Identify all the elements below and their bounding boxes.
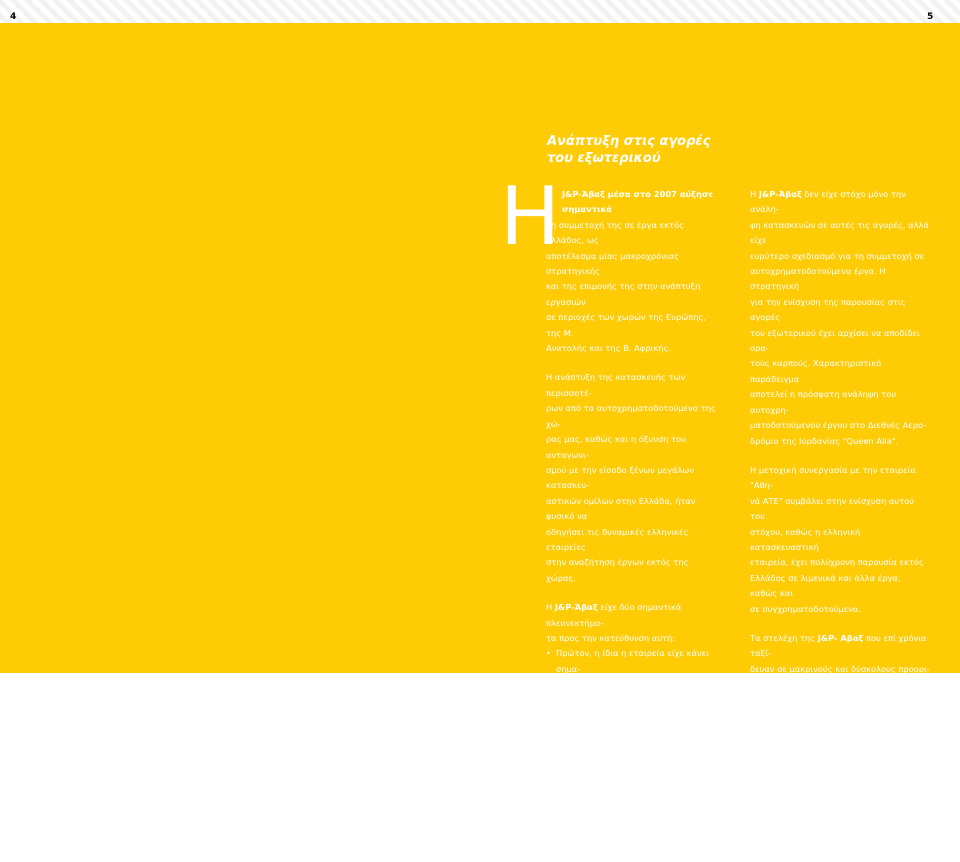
text-fragment: Τα στελέχη της <box>750 632 818 643</box>
text-line: ευρύτερο σχεδιασμό για τη συμμετοχή σε <box>750 250 925 261</box>
text-line: Ελλάδος σε λιμενικά και άλλα έργα, καθώς και <box>750 572 901 599</box>
text-line: ψη κατασκευών σε αυτές τις αγορές, αλλά είχε <box>750 219 929 246</box>
text-line: αποτέλεσμα μίας μακροχρόνιας στρατηγικής <box>546 250 680 277</box>
text-line: τα και φιλόδοξα κατασκευαστικά έργα, νοιώ- <box>750 785 915 812</box>
text-line: αποτελεί η πρόσφατη ανάληψη του αυτοχρη- <box>750 389 897 415</box>
text-line: σε συγχρηματοδοτούμενα. <box>750 603 862 614</box>
text-line: σμού με την είσοδο ξένων μεγάλων κατασκευ- <box>546 464 694 491</box>
company-name: J&P-Άβαξ μέσα στο 2007 αύξησε σημαντικά <box>562 189 714 215</box>
text-line: δευαν σε μακρινούς και δύσκολους προορι- <box>750 663 930 674</box>
company-name: J&P-Άβαξ <box>758 189 802 199</box>
paragraph-growth <box>546 370 721 586</box>
heading-line-1: Ανάπτυξη στις αγορές <box>547 134 711 149</box>
text-line: για την ενίσχυση της παρουσίας στις αγορές <box>750 296 906 323</box>
paragraph-staff <box>750 631 930 708</box>
heading-line-2: του εξωτερικού <box>547 151 661 166</box>
text-line: στην αναζήτηση έργων εκτός της χώρας. <box>546 557 689 583</box>
text-fragment: Η <box>546 602 555 613</box>
text-line: τούς καρπούς. Χαρακτηριστικό παράδειγμα <box>750 358 882 384</box>
text-line: σε περιοχές των χωρών της Ευρώπης, της Μ. <box>546 312 707 338</box>
text-column-left <box>546 187 721 862</box>
list-item: • Πρώτον, η ίδια η εταιρεία είχε κάνει σημα- ντική επένδυση πριν το 2000 για την ανά- ληψη έργων εκτός Ελλάδος <box>546 646 721 723</box>
text-line: ματοδοτούμενου έργου στο Διεθνές Αερο- <box>750 420 927 431</box>
text-line: νά ΑΤΕ" συμβάλει στην ενίσχυση αυτού του <box>750 495 914 522</box>
text-line: Ανατολής και της Β. Αφρικής. <box>546 343 671 354</box>
text-line: Η ανάπτυξη της κατασκευής των περισσοτέ- <box>546 372 686 398</box>
text-line: έχουν συμμετάσχει σε πολλά από τα πιο σύνθε- <box>750 754 917 781</box>
section-heading <box>547 133 747 167</box>
paragraph-advantages <box>546 600 721 862</box>
company-name: J&P- Αβαξ <box>817 632 864 643</box>
text-line: θουν ότι η ανάπτυξη συνεχίζεται προς όφελος <box>750 816 911 842</box>
company-name: J&P-Άβαξ <box>554 602 598 613</box>
text-fragment: που επί χρόνια ταξί- <box>750 632 927 659</box>
text-line: ρας μας, καθώς και η όξυνση του ανταγωνι- <box>546 434 686 460</box>
text-line: δρόμιο της Ιορδανίας "Queen Alia". <box>750 435 899 446</box>
text-line: Οι απλοί εργαζόμενοι του ομίλου μας, που <box>750 724 927 734</box>
paragraph-intro <box>546 187 721 356</box>
text-line: των ανθρώπων μας. <box>750 847 835 858</box>
text-line: στόχου, καθώς η ελληνική κατασκευαστική <box>750 526 861 552</box>
text-line: οδηγήσει τις δυναμικές ελληνικές εταιρείες <box>546 526 689 552</box>
text-line: του εξωτερικού έχει αρχίσει να αποδίδει ορα- <box>750 327 920 354</box>
text-line: σμούς βλέπουν ότι οι κόποι τους δικαιώνο- <box>750 679 930 690</box>
list-item: • Δεύτερον, η J&P Overseas, που σημαντικός μέτοχος, είχε αξιοσημείωτη δραστηριότητα σε αρκετές ενδιαφέρουσες κατασκευαστι- κές αγορές κυρίως στην περιοχή του Περ- σικού Κόλπου <box>546 723 721 862</box>
paragraph-strategy <box>750 187 930 449</box>
text-line: εταιρεία, έχει πολύχρονη παρουσία εκτός <box>750 557 924 568</box>
text-line: και της επιμονής της στην ανάπτυξη εργασιών <box>546 281 701 307</box>
text-line: έχουν επιδείξει υψηλό επαγγελματισμό και <box>750 739 928 750</box>
text-line: αυτοχρηματοδοτούμενα έργα. Η στρατηγική <box>750 266 886 292</box>
text-fragment: είχε δύο σημαντικά πλεονεκτήμα- <box>546 602 682 628</box>
text-line: τη συμμετοχή της σε έργα εκτός Ελλάδος, ως <box>546 219 684 246</box>
advantages-list <box>546 646 721 862</box>
text-fragment: δεν είχε στόχο μόνο την ανάλη- <box>750 189 906 215</box>
drop-cap: Η <box>500 170 561 263</box>
text-line: αστικών ομίλων στην Ελλάδα, ήταν φυσικό να <box>546 495 696 522</box>
text-fragment: Η <box>750 189 759 199</box>
page-number-right: 5 <box>927 12 934 22</box>
text-line: ρων από τα αυτοχρηματοδοτούμενα της χώ- <box>546 403 716 429</box>
text-column-right <box>750 187 930 861</box>
paragraph-partnership <box>750 463 930 617</box>
page-number-left: 4 <box>10 12 17 22</box>
paragraph-employees <box>750 722 930 861</box>
text-line: νται… <box>750 694 777 705</box>
text-line: Η μετοχική συνεργασία με την εταιρεία "Αθη- <box>750 464 916 491</box>
text-line: τα προς την κατεύθυνση αυτή: <box>546 632 676 643</box>
